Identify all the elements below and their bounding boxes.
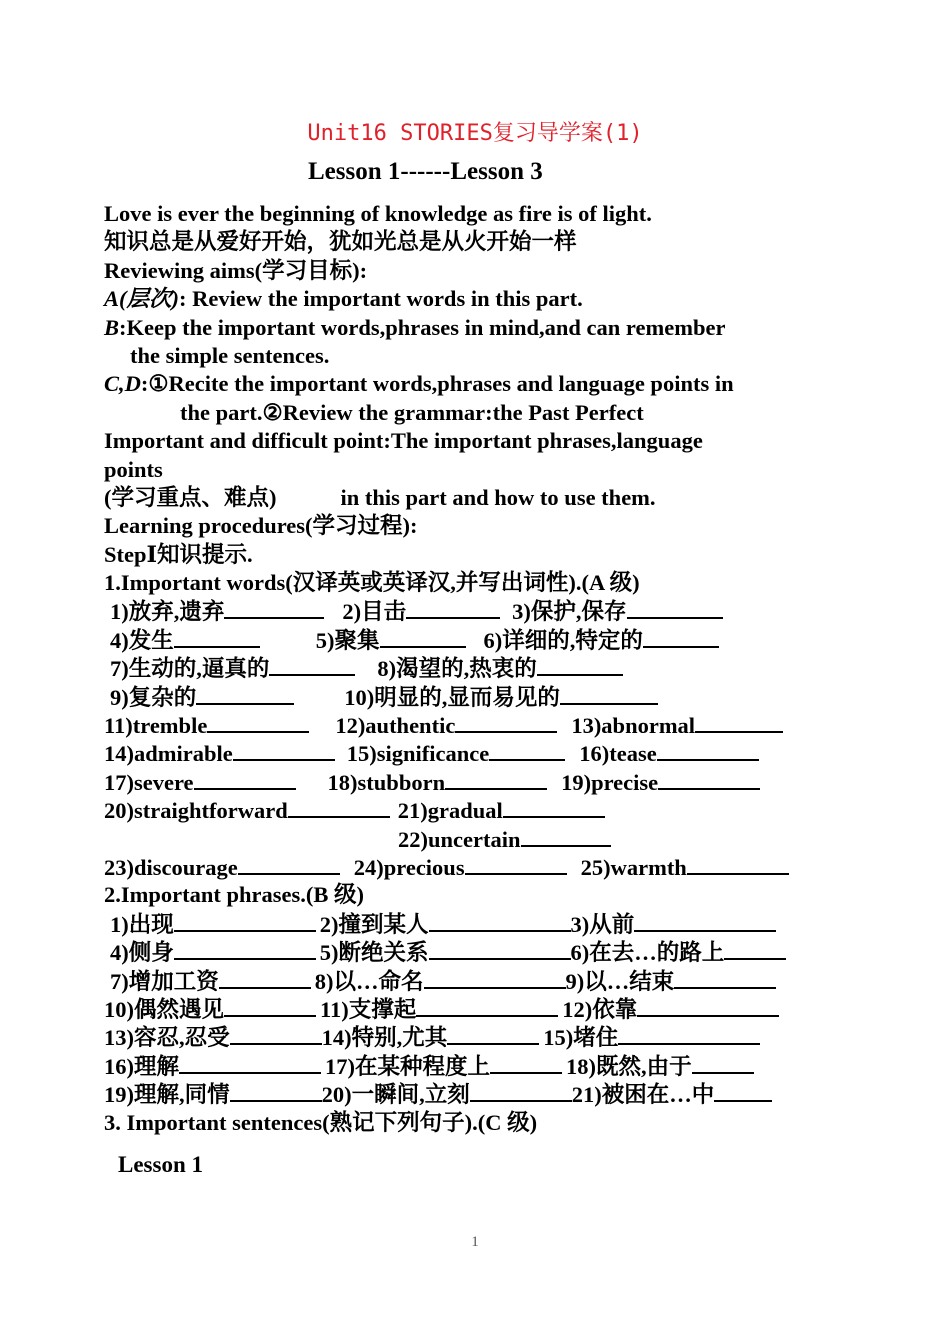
word-item: 19)precise (561, 769, 659, 795)
phrase-item: 3)从前 (570, 911, 635, 937)
word-item: 3)保护,保存 (512, 599, 627, 625)
word-item: 14)admirable (104, 741, 233, 767)
words-heading: 1.Important words(汉译英或英译汉,并写出词性).(A 级) (104, 570, 640, 596)
aim-cd-label: C,D (104, 371, 141, 397)
phrase-row (104, 938, 864, 966)
aim-b (104, 314, 864, 342)
answer-blank[interactable] (674, 967, 776, 989)
aim-cd-continued: the part.②Review the grammar:the Past Perfect (180, 399, 644, 425)
answer-blank[interactable] (230, 1023, 322, 1045)
word-row-en (104, 796, 864, 824)
word-row-en (104, 711, 864, 739)
word-item: 20)straightforward (104, 798, 288, 824)
answer-blank[interactable] (174, 910, 316, 932)
phrase-item: 13)容忍,忍受 (104, 1025, 230, 1051)
answer-blank[interactable] (429, 910, 571, 932)
answer-blank[interactable] (455, 711, 557, 733)
document-subtitle: Lesson 1------Lesson 3 (308, 158, 543, 185)
word-row-cn (104, 654, 864, 682)
answer-blank[interactable] (445, 768, 547, 790)
answer-blank[interactable] (465, 853, 567, 875)
answer-blank[interactable] (637, 995, 779, 1017)
word-row-en (104, 768, 864, 796)
answer-blank[interactable] (627, 597, 723, 619)
aim-a (104, 285, 864, 313)
answer-blank[interactable] (537, 654, 623, 676)
word-item: 18)stubborn (327, 769, 446, 795)
answer-blank[interactable] (196, 683, 294, 705)
answer-blank[interactable] (470, 1080, 572, 1102)
phrase-row (104, 1052, 864, 1080)
phrase-item: 19)理解,同情 (104, 1082, 230, 1108)
answer-blank[interactable] (657, 739, 759, 761)
word-row-en (104, 739, 864, 767)
answer-blank[interactable] (224, 597, 324, 619)
answer-blank[interactable] (724, 938, 786, 960)
word-item: 25)warmth (580, 854, 687, 880)
phrase-item: 11)支撑起 (320, 996, 417, 1022)
answer-blank[interactable] (207, 711, 309, 733)
word-item: 12)authentic (335, 713, 456, 739)
sentences-heading: 3. Important sentences(熟记下列句子).(C 级) (104, 1109, 538, 1135)
answer-blank[interactable] (618, 1023, 760, 1045)
answer-blank[interactable] (174, 626, 260, 648)
word-item: 22)uncertain (398, 826, 521, 852)
answer-blank[interactable] (424, 967, 566, 989)
answer-blank[interactable] (634, 910, 776, 932)
word-item: 10)明显的,显而易见的 (344, 684, 560, 710)
answer-blank[interactable] (658, 768, 760, 790)
document-title: Unit16 STORIES复习导学案(1) (307, 121, 643, 146)
word-item: 1)放弃,遗弃 (110, 599, 225, 625)
quote-cn: 知识总是从爱好开始，犹如光总是从火开始一样 (104, 229, 577, 255)
word-item: 23)discourage (104, 854, 238, 880)
aim-cd (104, 370, 864, 398)
word-row-cn (104, 683, 864, 711)
answer-blank[interactable] (224, 995, 316, 1017)
phrase-row (104, 1023, 864, 1051)
word-item: 4)发生 (110, 627, 174, 653)
answer-blank[interactable] (416, 995, 558, 1017)
word-item: 16)tease (579, 741, 657, 767)
aims-heading: Reviewing aims(学习目标): (104, 257, 368, 283)
phrase-item: 10)偶然遇见 (104, 996, 224, 1022)
answer-blank[interactable] (503, 796, 605, 818)
document-body (104, 200, 864, 1179)
answer-blank[interactable] (429, 938, 571, 960)
word-row-en (104, 825, 864, 853)
answer-blank[interactable] (238, 853, 340, 875)
answer-blank[interactable] (490, 1052, 562, 1074)
phrase-item: 18)既然,由于 (566, 1053, 692, 1079)
key-points-cn: (学习重点、难点) (104, 484, 277, 510)
phrase-item: 16)理解 (104, 1053, 179, 1079)
word-item: 8)渴望的,热衷的 (377, 656, 537, 682)
word-row-cn (104, 597, 864, 625)
phrase-row (104, 967, 864, 995)
phrase-item: 12)依靠 (562, 996, 638, 1022)
answer-blank[interactable] (695, 711, 783, 733)
answer-blank[interactable] (380, 626, 466, 648)
answer-blank[interactable] (174, 938, 316, 960)
phrase-item: 17)在某种程度上 (325, 1053, 490, 1079)
word-row-en (104, 853, 864, 881)
phrase-item: 21)被困在…中 (571, 1082, 715, 1108)
key-points-line-1: Important and difficult point:The important phrases,language (104, 428, 703, 454)
word-row-cn (104, 626, 864, 654)
phrase-item: 9)以…结束 (565, 968, 675, 994)
answer-blank[interactable] (560, 683, 658, 705)
page-number: 1 (471, 1234, 479, 1250)
answer-blank[interactable] (288, 796, 390, 818)
phrase-item: 6)在去…的路上 (570, 940, 725, 966)
phrase-row (104, 995, 864, 1023)
answer-blank[interactable] (219, 967, 311, 989)
word-item: 11)tremble (104, 713, 208, 739)
word-item: 21)gradual (397, 798, 503, 824)
phrase-item: 14)特别,尤其 (321, 1025, 448, 1051)
answer-blank[interactable] (230, 1080, 322, 1102)
phrases-heading: 2.Important phrases.(B 级) (104, 882, 365, 908)
word-item: 7)生动的,逼真的 (110, 656, 270, 682)
word-item: 9)复杂的 (110, 684, 197, 710)
word-item: 13)abnormal (571, 713, 696, 739)
answer-blank[interactable] (489, 739, 565, 761)
phrase-row (104, 910, 864, 938)
aim-cd-text: :①Recite the important words,phrases and language points in (140, 371, 734, 397)
word-item: 17)severe (104, 769, 194, 795)
aim-b-continued: the simple sentences. (130, 342, 330, 368)
phrase-row (104, 1080, 864, 1108)
key-points-line-2: points (104, 456, 163, 482)
phrase-item: 7)增加工资 (110, 968, 219, 994)
answer-blank[interactable] (406, 597, 500, 619)
answer-blank[interactable] (687, 853, 789, 875)
phrase-item: 2)撞到某人 (319, 911, 429, 937)
answer-blank[interactable] (447, 1023, 539, 1045)
key-points-en: in this part and how to use them. (340, 484, 656, 510)
phrase-item: 15)堵住 (543, 1025, 619, 1051)
phrase-item: 8)以…命名 (314, 968, 424, 994)
phrase-item: 1)出现 (110, 911, 174, 937)
aim-a-label: A(层次) (104, 286, 179, 312)
answer-blank[interactable] (714, 1080, 772, 1102)
phrase-item: 4)侧身 (110, 940, 174, 966)
aim-b-label: B (104, 314, 120, 340)
answer-blank[interactable] (194, 768, 296, 790)
answer-blank[interactable] (521, 825, 611, 847)
word-item: 6)详细的,特定的 (483, 627, 643, 653)
lesson-label: Lesson 1 (118, 1151, 203, 1177)
word-item: 24)precious (353, 854, 465, 880)
word-item: 5)聚集 (315, 627, 380, 653)
aim-b-text: :Keep the important words,phrases in mind,and can remember (119, 314, 726, 340)
answer-blank[interactable] (692, 1052, 754, 1074)
answer-blank[interactable] (233, 739, 335, 761)
answer-blank[interactable] (179, 1052, 321, 1074)
step-one-heading: StepⅠ知识提示. (104, 541, 253, 567)
phrase-item: 20)一瞬间,立刻 (321, 1082, 470, 1108)
phrase-item: 5)断绝关系 (319, 940, 429, 966)
procedures-heading: Learning procedures(学习过程): (104, 513, 418, 539)
aim-a-text: : Review the important words in this part. (179, 286, 583, 312)
key-points-line-3 (104, 484, 864, 512)
answer-blank[interactable] (643, 626, 719, 648)
word-item: 2)目击 (342, 599, 407, 625)
quote-en: Love is ever the beginning of knowledge as fire is of light. (104, 201, 652, 226)
word-item: 15)significance (346, 741, 490, 767)
answer-blank[interactable] (269, 654, 355, 676)
